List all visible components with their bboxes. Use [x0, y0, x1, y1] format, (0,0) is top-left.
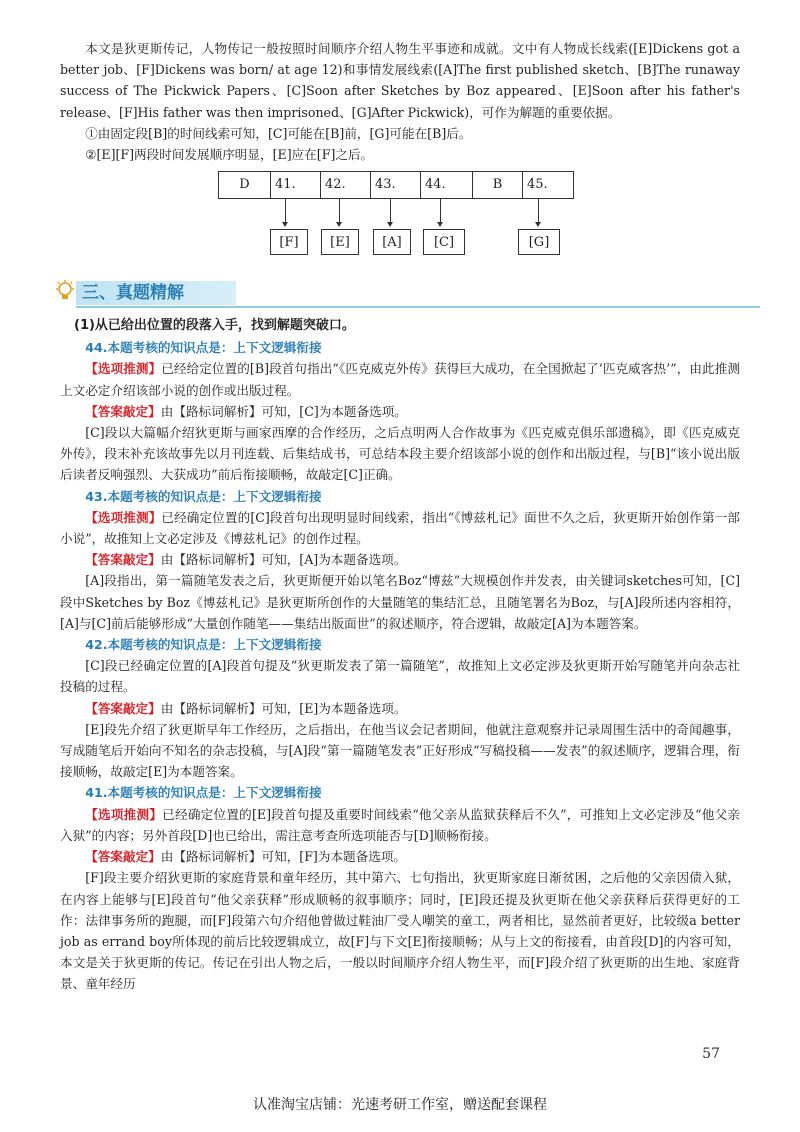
intro-paragraph: 本文是狄更斯传记，人物传记一般按照时间顺序介绍人物生平事迹和成就。文中有人物成长线索([E]Dickens got a better job、[F]Dickens was born/ at age 12)和事情发展线索([A]The first published sketch、[B]The runaway success of The Pickwick Papers、[C]Soon after Sketches by Boz appeared、[E]Soon after his father's release、[F]His father was then imprisoned、[G]After Pickwick)，可作为解题的重要依据。	[60, 41, 740, 120]
position-cell: 44.	[421, 172, 473, 198]
question-42-answer	[60, 698, 740, 719]
section-header	[54, 277, 740, 309]
question-41-answer	[60, 846, 740, 867]
arrow-head-icon	[282, 222, 288, 227]
arrow-line	[390, 199, 391, 223]
footer-note: 认准淘宝店铺：光速考研工作室，赠送配套课程	[253, 1097, 547, 1113]
arrow-head-icon	[535, 222, 541, 227]
question-43-answer	[60, 549, 740, 570]
question-41-inference	[60, 804, 740, 846]
position-cell: D	[219, 172, 271, 198]
intro-point-1: ①由固定段[B]的时间线索可知，[C]可能在[B]前，[G]可能在[B]后。	[85, 125, 472, 141]
answer-box: [F]	[270, 229, 308, 255]
answer-confirm-tag: 【答案敲定】	[85, 552, 161, 568]
question-41-heading: 41.本题考核的知识点是：上下文逻辑衔接	[85, 785, 322, 801]
page-number: 57	[702, 1046, 720, 1062]
question-42-inference: [C]段已经确定位置的[A]段首句提及“狄更斯发表了第一篇随笔”，故推知上文必定涉及狄更斯开始写随笔并向杂志社投稿的过程。	[60, 658, 740, 695]
arrow-head-icon	[437, 222, 443, 227]
position-cell: 45.	[527, 177, 548, 193]
question-44-inference	[60, 358, 740, 400]
position-row	[218, 171, 574, 199]
arrow-head-icon	[336, 222, 342, 227]
option-inference-tag: 【选项推测】	[85, 806, 163, 822]
question-43-analysis: [A]段指出，第一篇随笔发表之后，狄更斯便开始以笔名Boz“博兹”大规模创作并发表，由关键词sketches可知，[C]段中Sketches by Boz《博兹札记》是狄更斯所创作的大量随笔的集结汇总，且随笔署名为Boz，与[A]段所述内容相符，[A]与[C]前后能够形成“大量创作随笔——集结出版面世”的叙述顺序，符合逻辑，故敲定[A]为本题答案。	[60, 573, 740, 631]
answer-box: [G]	[518, 229, 560, 255]
arrow-line	[285, 199, 286, 223]
question-44-inference-text: 已经给定位置的[B]段首句指出“《匹克威克外传》获得巨大成功，在全国掀起了‘匹克威客热’”，由此推测上文必定介绍该部小说的创作或出版过程。	[60, 361, 740, 398]
answer-confirm-tag: 【答案敲定】	[85, 700, 161, 716]
question-44-answer-text: 由【路标词解析】可知，[C]为本题备选项。	[160, 403, 407, 419]
question-43-inference	[60, 507, 740, 549]
section-rule	[76, 306, 760, 308]
answer-box: [A]	[373, 229, 411, 255]
answer-box: [E]	[321, 229, 359, 255]
question-44-heading: 44.本题考核的知识点是：上下文逻辑衔接	[85, 340, 322, 356]
subheading: (1)从已给出位置的段落入手，找到解题突破口。	[74, 318, 355, 334]
question-41-analysis: [F]段主要介绍狄更斯的家庭背景和童年经历，其中第六、七句指出，狄更斯家庭日渐贫困，之后他的父亲因债入狱，在内容上能够与[E]段首句“他父亲获释”形成顺畅的叙事顺序；同时，[E]段还提及狄更斯在他父亲获释后获得更好的工作：法律事务所的跑腿，而[F]段第六句介绍他曾做过鞋油厂受人嘲笑的童工，两者相比，显然前者更好，比较级a better job as errand boy所体现的前后比较逻辑成立，故[F]与下文[E]衔接顺畅；从与上文的衔接看，由首段[D]的内容可知，本文是关于狄更斯的传记。传记在引出人物之后，一般以时间顺序介绍人物生平，而[F]段介绍了狄更斯的出生地、家庭背景、童年经历	[60, 870, 740, 992]
section-title: 三、真题精解	[82, 283, 184, 304]
answer-confirm-tag: 【答案敲定】	[85, 849, 161, 865]
order-diagram	[60, 169, 740, 265]
arrow-line	[339, 199, 340, 223]
content	[60, 38, 740, 995]
question-42-analysis: [E]段先介绍了狄更斯早年工作经历，之后指出，在他当议会记者期间，他就注意观察并记录周围生活中的奇闻趣事，写成随笔后开始向不知名的杂志投稿，与[A]段“第一篇随笔发表”正好形成“写稿投稿——发表”的叙述顺序，逻辑合理，衔接顺畅，故敲定[E]为本题答案。	[60, 721, 740, 780]
lightbulb-icon	[54, 279, 76, 305]
question-42-answer-text: 由【路标词解析】可知，[E]为本题备选项。	[160, 700, 407, 716]
answer-box: [C]	[423, 229, 465, 255]
position-cell: B	[473, 172, 523, 198]
question-43-heading: 43.本题考核的知识点是：上下文逻辑衔接	[85, 488, 322, 504]
question-41-inference-text: 已经确定位置的[E]段首句提及重要时间线索“他父亲从监狱获释后不久”，可推知上文必定涉及“他父亲入狱”的内容；另外首段[D]也已给出，需注意考查所选项能否与[D]顺畅衔接。	[60, 806, 741, 843]
arrow-line	[538, 199, 539, 223]
option-inference-tag: 【选项推测】	[85, 509, 162, 525]
position-cell: 43.	[371, 172, 421, 198]
position-cell: 42.	[321, 172, 371, 198]
question-41-answer-text: 由【路标词解析】可知，[F]为本题备选项。	[160, 849, 407, 865]
option-inference-tag: 【选项推测】	[85, 361, 162, 377]
intro-point-2: ②[E][F]两段时间发展顺序明显，[E]应在[F]之后。	[85, 147, 374, 163]
answer-confirm-tag: 【答案敲定】	[85, 403, 161, 419]
question-43-answer-text: 由【路标词解析】可知，[A]为本题备选项。	[160, 552, 407, 568]
question-43-inference-text: 已经确定位置的[C]段首句出现明显时间线索，指出“《博兹札记》面世不久之后，狄更斯开始创作第一部小说”，故推知上文必定涉及《博兹札记》的创作过程。	[60, 509, 740, 547]
arrow-line	[440, 199, 441, 223]
position-cell: 41.	[271, 172, 321, 198]
arrow-head-icon	[387, 222, 393, 227]
question-42-heading: 42.本题考核的知识点是：上下文逻辑衔接	[85, 637, 322, 653]
question-44-analysis: [C]段以大篇幅介绍狄更斯与画家西摩的合作经历，之后点明两人合作故事为《匹克威克俱乐部遗稿》，即《匹克威克外传》，段末补充该故事先以月刊连载、后集结成书，可总结本段主要介绍该部小说的创作和出版过程，与[B]“该小说出版后读者反响强烈、大获成功”前后衔接顺畅，故敲定[C]正确。	[60, 425, 740, 483]
question-44-answer	[60, 401, 740, 422]
